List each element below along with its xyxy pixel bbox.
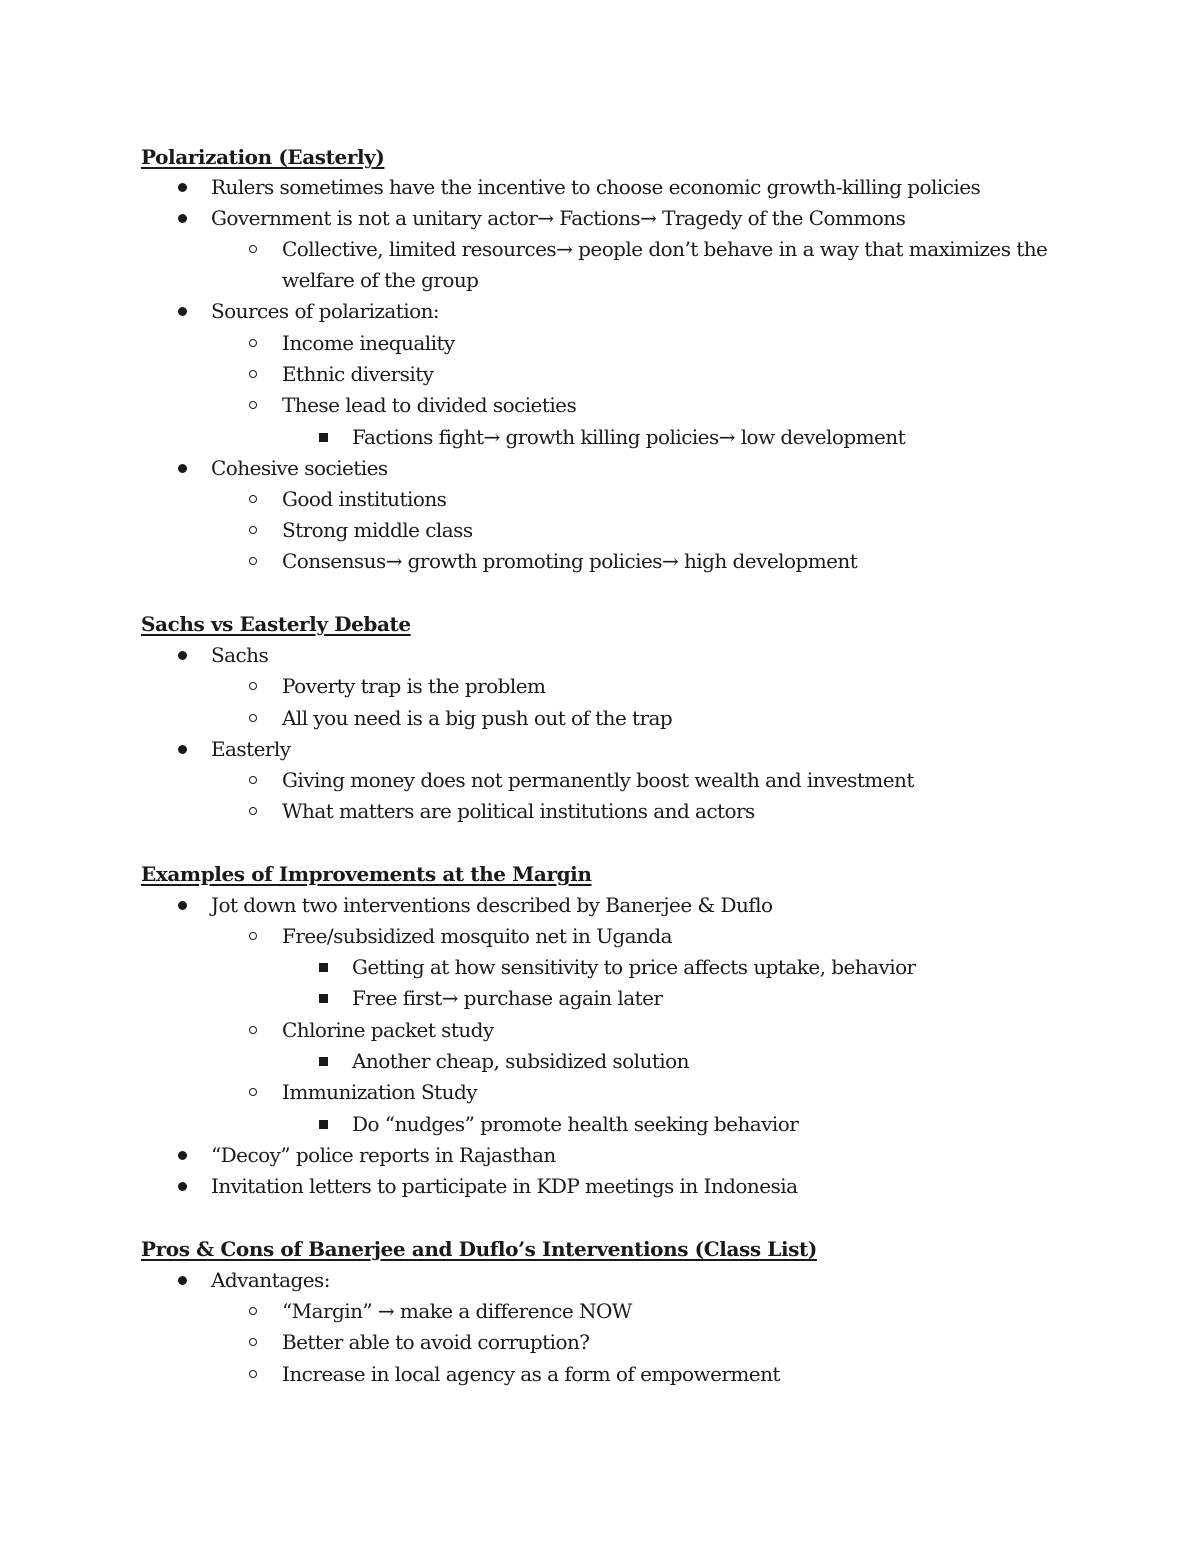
list-item: Invitation letters to participate in KDP meetings in Indonesia <box>211 1174 798 1198</box>
list-item: Immunization Study <box>282 1080 477 1104</box>
list-item: Ethnic diversity <box>282 362 434 386</box>
list-item: “Margin” → make a difference NOW <box>282 1299 632 1323</box>
bullet-circle <box>249 1088 257 1096</box>
list-item: Income inequality <box>282 331 455 355</box>
bullet-disc <box>178 1276 187 1285</box>
bullet-circle <box>249 370 257 378</box>
list-item: Getting at how sensitivity to price affects uptake, behavior <box>352 955 916 979</box>
list-item: Strong middle class <box>282 518 473 542</box>
bullet-circle <box>249 1026 257 1034</box>
list-item: Government is not a unitary actor→ Factions→ Tragedy of the Commons <box>211 206 906 230</box>
bullet-circle <box>249 495 257 503</box>
list-item: “Decoy” police reports in Rajasthan <box>211 1143 556 1167</box>
bullet-circle <box>249 339 257 347</box>
section-heading-polarization: Polarization (Easterly) <box>141 145 385 169</box>
list-item: Do “nudges” promote health seeking behavior <box>352 1112 799 1136</box>
bullet-square <box>319 994 328 1003</box>
list-item: Chlorine packet study <box>282 1018 494 1042</box>
list-item: Cohesive societies <box>211 456 388 480</box>
bullet-disc <box>178 901 187 910</box>
bullet-circle <box>249 932 257 940</box>
list-item: Consensus→ growth promoting policies→ high development <box>282 549 858 573</box>
list-item: Sources of polarization: <box>211 299 440 323</box>
bullet-circle <box>249 807 257 815</box>
bullet-circle <box>249 401 257 409</box>
list-item: These lead to divided societies <box>282 393 577 417</box>
list-item: Jot down two interventions described by Banerjee & Duflo <box>211 893 773 917</box>
bullet-circle <box>249 1370 257 1378</box>
list-item: All you need is a big push out of the trap <box>282 706 673 730</box>
bullet-circle <box>249 1307 257 1315</box>
bullet-disc <box>178 183 187 192</box>
list-item: Free/subsidized mosquito net in Uganda <box>282 924 673 948</box>
bullet-square <box>319 1057 328 1066</box>
list-item: Rulers sometimes have the incentive to choose economic growth-killing policies <box>211 175 981 199</box>
bullet-circle <box>249 714 257 722</box>
list-item: Sachs <box>211 643 269 667</box>
list-item: Collective, limited resources→ people don’t behave in a way that maximizes the <box>282 237 1048 261</box>
bullet-disc <box>178 307 187 316</box>
bullet-disc <box>178 651 187 660</box>
list-item-continuation: welfare of the group <box>282 268 479 292</box>
bullet-disc <box>178 464 187 473</box>
bullet-square <box>319 963 328 972</box>
bullet-circle <box>249 526 257 534</box>
bullet-disc <box>178 214 187 223</box>
section-heading-sachs-vs-easterly: Sachs vs Easterly Debate <box>141 612 411 636</box>
bullet-circle <box>249 557 257 565</box>
section-heading-improvements-at-margin: Examples of Improvements at the Margin <box>141 862 592 886</box>
list-item: Advantages: <box>211 1268 330 1292</box>
list-item: Easterly <box>211 737 291 761</box>
bullet-square <box>319 1120 328 1129</box>
list-item: Increase in local agency as a form of empowerment <box>282 1362 780 1386</box>
bullet-disc <box>178 1151 187 1160</box>
list-item: Good institutions <box>282 487 447 511</box>
bullet-circle <box>249 776 257 784</box>
bullet-circle <box>249 1338 257 1346</box>
bullet-square <box>319 433 328 442</box>
list-item: What matters are political institutions and actors <box>282 799 755 823</box>
list-item: Another cheap, subsidized solution <box>352 1049 689 1073</box>
list-item: Free first→ purchase again later <box>352 986 663 1010</box>
bullet-circle <box>249 245 257 253</box>
list-item: Giving money does not permanently boost wealth and investment <box>282 768 914 792</box>
bullet-disc <box>178 745 187 754</box>
list-item: Better able to avoid corruption? <box>282 1330 590 1354</box>
section-heading-pros-and-cons: Pros & Cons of Banerjee and Duflo’s Interventions (Class List) <box>141 1237 817 1261</box>
list-item: Factions fight→ growth killing policies→ low development <box>352 425 906 449</box>
bullet-disc <box>178 1182 187 1191</box>
list-item: Poverty trap is the problem <box>282 674 546 698</box>
bullet-circle <box>249 682 257 690</box>
